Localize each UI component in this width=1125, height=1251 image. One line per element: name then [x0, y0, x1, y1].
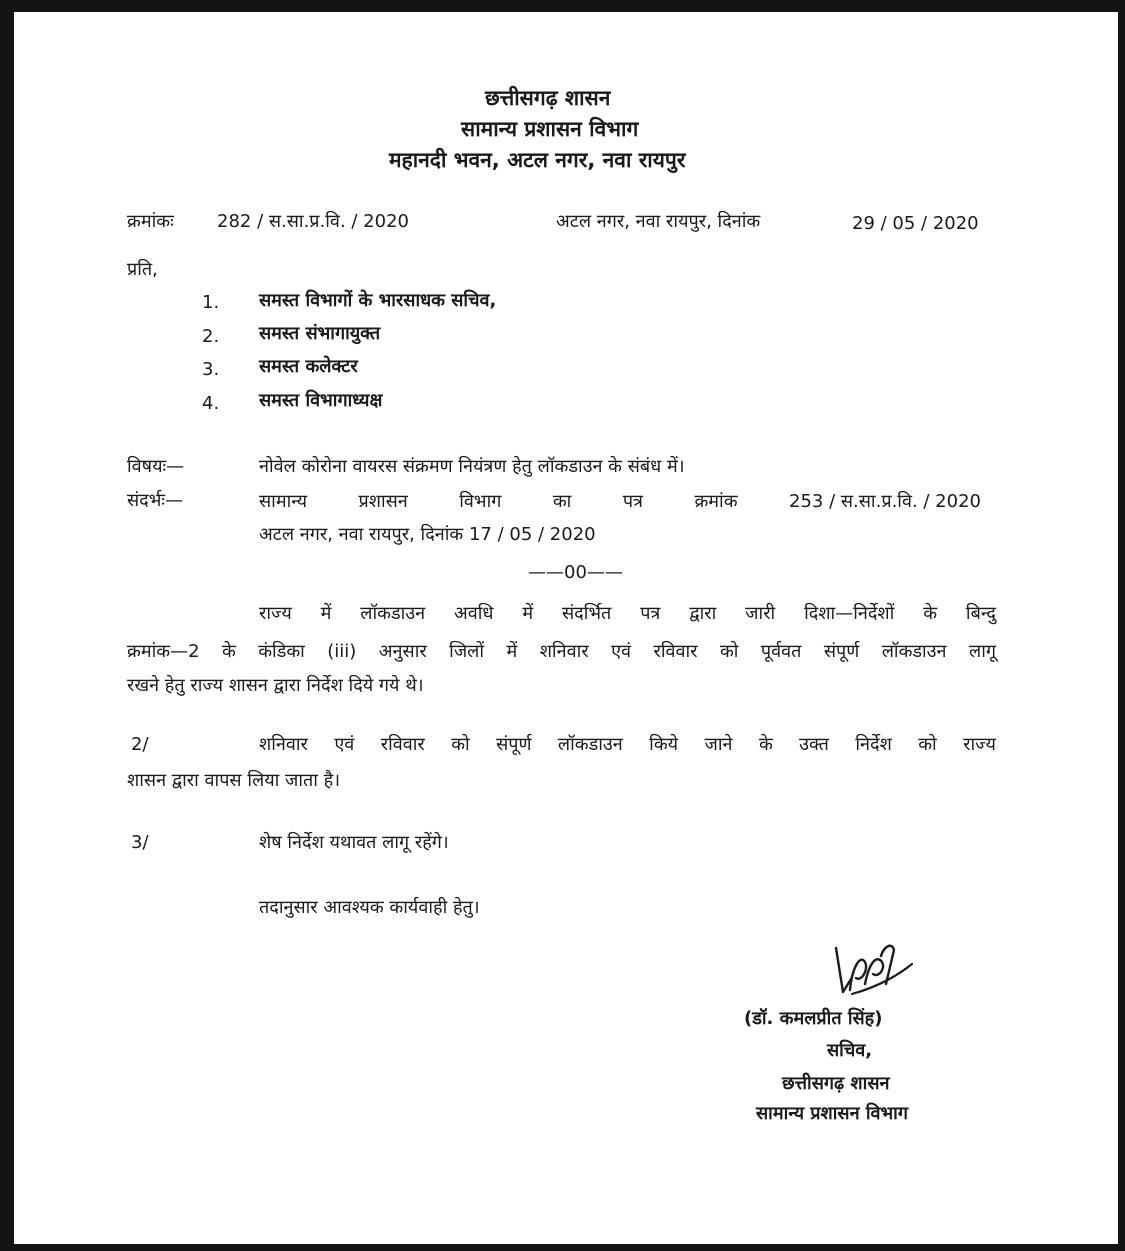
header-department: सामान्य प्रशासन विभाग	[461, 117, 639, 141]
para1-word: कंडिका	[258, 641, 305, 662]
to-label: प्रति,	[127, 259, 158, 280]
para1-word: जिलों	[449, 641, 485, 662]
para3-text: शेष निर्देश यथावत लागू रहेंगे।	[259, 832, 449, 853]
para1-word: अवधि	[454, 603, 494, 624]
para1-line-3: रखने हेतु राज्य शासन द्वारा निर्देश दिये गये थे।	[127, 675, 424, 696]
para1-word: में	[506, 641, 518, 662]
para1-word: में	[320, 603, 332, 624]
signatory-org: छत्तीसगढ़ शासन	[782, 1073, 890, 1094]
subject-label: विषयः—	[127, 456, 185, 477]
para2-word: उक्त	[799, 734, 829, 755]
recipient-number: 3.	[202, 359, 220, 380]
para1-word: को	[719, 641, 739, 662]
para2-word: को	[918, 734, 937, 755]
reference-word: विभाग	[459, 491, 502, 512]
recipient-text: समस्त विभागों के भारसाधक सचिव,	[259, 290, 497, 311]
para3-number: 3/	[131, 832, 149, 853]
para1-word: रविवार	[653, 641, 698, 662]
para2-word: लॉकडाउन	[557, 734, 623, 755]
reference-word: का	[552, 491, 572, 512]
reference-line-2: अटल नगर, नवा रायपुर, दिनांक 17 / 05 / 2020	[259, 524, 596, 545]
para1-word: के	[923, 603, 938, 624]
recipient-text: समस्त संभागायुक्त	[259, 323, 381, 344]
signatory-designation: सचिव,	[827, 1040, 873, 1061]
para1-word: पत्र	[640, 603, 661, 624]
para1-word: में	[522, 603, 534, 624]
header-government: छत्तीसगढ़ शासन	[485, 86, 611, 110]
para1-word: शनिवार	[539, 641, 589, 662]
recipient-text: समस्त कलेक्टर	[259, 356, 358, 377]
para1-word: के	[221, 641, 236, 662]
para1-word: जारी	[745, 603, 776, 624]
para1-word: बिन्दु	[965, 603, 996, 624]
para2-word: रविवार	[380, 734, 425, 755]
para1-word: लॉकडाउन	[360, 603, 426, 624]
recipient-number: 1.	[202, 292, 220, 313]
signature	[814, 932, 924, 1017]
para2-line-1	[259, 736, 996, 754]
separator: ——00——	[528, 562, 623, 583]
para1-word: क्रमांक—2	[127, 641, 200, 662]
signatory-name: (डॉ. कमलप्रीत सिंह)	[744, 1008, 883, 1029]
para2-word: संपूर्ण	[496, 734, 532, 755]
reference-word: प्रशासन	[358, 491, 408, 512]
para1-word: लागू	[968, 641, 996, 662]
reference-word: पत्र	[622, 491, 643, 512]
reference-word: क्रमांक	[694, 491, 738, 512]
para2-word: निर्देश	[855, 734, 892, 755]
para1-word: दिशा—निर्देशों	[804, 603, 895, 624]
para1-word: राज्य	[259, 603, 292, 624]
para1-word: (iii)	[327, 641, 357, 662]
para1-word: लॉकडाउन	[881, 641, 947, 662]
para1-word: अनुसार	[378, 641, 427, 662]
para2-word: को	[451, 734, 470, 755]
recipient-number: 4.	[202, 393, 220, 414]
recipient-text: समस्त विभागाध्यक्ष	[259, 390, 383, 411]
reference-line-1	[259, 493, 981, 511]
reference-word: सामान्य	[259, 491, 308, 512]
para2-line-2: शासन द्वारा वापस लिया जाता है।	[127, 770, 341, 791]
para2-number: 2/	[131, 734, 149, 755]
reference-label: संदर्भः—	[127, 490, 184, 511]
recipient-number: 2.	[202, 326, 220, 347]
para1-word: संदर्भित	[562, 603, 612, 624]
header-address: महानदी भवन, अटल नगर, नवा रायपुर	[389, 148, 686, 172]
para2-word: जाने	[704, 734, 733, 755]
para2-word: के	[758, 734, 773, 755]
para2-word: शनिवार	[259, 734, 308, 755]
order-place-date-label: अटल नगर, नवा रायपुर, दिनांक	[556, 211, 761, 232]
subject-text: नोवेल कोरोना वायरस संक्रमण नियंत्रण हेतु लॉकडाउन के संबंध में।	[259, 456, 685, 477]
signatory-department: सामान्य प्रशासन विभाग	[756, 1103, 908, 1124]
letter-page	[14, 12, 1118, 1244]
para2-word: राज्य	[963, 734, 996, 755]
para1-word: एवं	[611, 641, 632, 662]
order-date: 29 / 05 / 2020	[852, 213, 979, 234]
para1-line-1	[259, 605, 996, 623]
order-number-label: क्रमांकः	[127, 211, 174, 232]
para2-word: किये	[649, 734, 679, 755]
closing-line: तदानुसार आवश्यक कार्यवाही हेतु।	[259, 897, 480, 918]
para1-word: द्वारा	[689, 603, 717, 624]
para1-word: संपूर्ण	[823, 641, 860, 662]
order-number: 282 / स.सा.प्र.वि. / 2020	[217, 211, 409, 232]
reference-number: 253 / स.सा.प्र.वि. / 2020	[789, 491, 981, 512]
para1-word: पूर्ववत	[760, 641, 802, 662]
para1-line-2	[127, 643, 996, 661]
para2-word: एवं	[334, 734, 355, 755]
